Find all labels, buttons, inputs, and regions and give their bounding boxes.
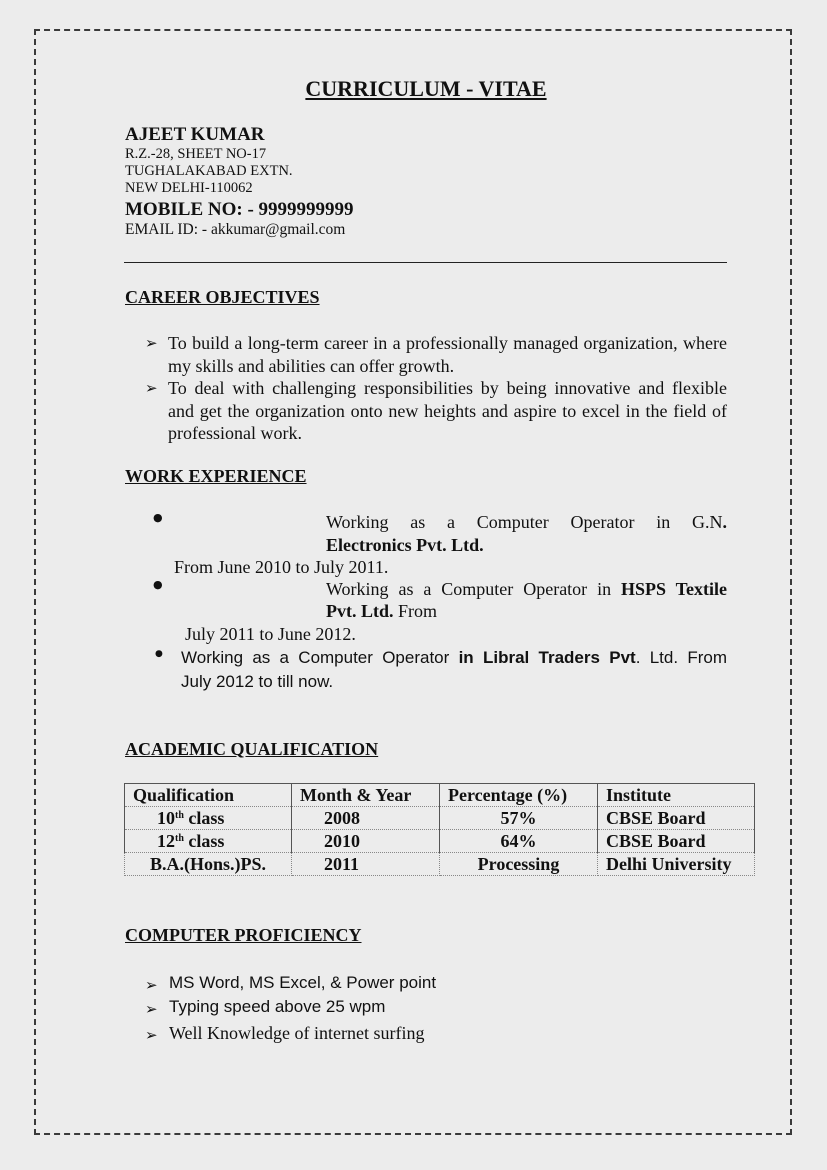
- work-item-3-line1: Working as a Computer Operator in Libral Traders Pvt. Ltd. From: [181, 648, 728, 667]
- qualification-cell: B.A.(Hons.)PS.: [125, 853, 292, 876]
- header-divider: [124, 262, 727, 263]
- qualification-cell: 12th class: [125, 830, 292, 853]
- year-cell: 2010: [292, 830, 440, 853]
- percentage-cell: 57%: [440, 807, 598, 830]
- bullet-dot-icon: ●: [155, 649, 163, 659]
- work-item-2-line1: Working as a Computer Operator in HSPS Textile: [326, 579, 727, 599]
- proficiency-item: Typing speed above 25 wpm: [169, 997, 386, 1016]
- column-header: Institute: [598, 784, 755, 807]
- institute-cell: Delhi University: [598, 853, 755, 876]
- arrow-bullet-icon: ➢: [145, 976, 158, 994]
- column-header: Qualification: [125, 784, 292, 807]
- work-item-1-company: Electronics Pvt. Ltd.: [326, 535, 484, 555]
- mobile-number: MOBILE NO: - 9999999999: [125, 199, 354, 220]
- academic-qualification-heading: ACADEMIC QUALIFICATION: [125, 739, 379, 759]
- institute-cell: CBSE Board: [598, 830, 755, 853]
- bullet-dot-icon: ●: [153, 578, 163, 591]
- arrow-bullet-icon: ➢: [145, 379, 158, 397]
- arrow-bullet-icon: ➢: [145, 1026, 158, 1044]
- table-row: [125, 853, 755, 876]
- work-item-3-period: July 2012 to till now.: [181, 672, 334, 691]
- year-cell: 2011: [292, 853, 440, 876]
- column-header: Month & Year: [292, 784, 440, 807]
- career-objectives-heading: CAREER OBJECTIVES: [125, 287, 320, 307]
- objective-item: To build a long-term career in a professionally managed organization, where my skills and abilities can offer growth.: [168, 333, 727, 376]
- arrow-bullet-icon: ➢: [145, 334, 158, 352]
- table-row: [125, 830, 755, 853]
- table-header-row: [125, 784, 755, 807]
- bullet-dot-icon: ●: [153, 511, 163, 524]
- address-line-2: TUGHALAKABAD EXTN.: [125, 163, 293, 179]
- email-address: EMAIL ID: - akkumar@gmail.com: [125, 221, 346, 238]
- percentage-cell: Processing: [440, 853, 598, 876]
- work-item-2-line2: Pvt. Ltd. From: [326, 601, 438, 621]
- column-header: Percentage (%): [440, 784, 598, 807]
- address-line-3: NEW DELHI-110062: [125, 180, 253, 196]
- work-item-1-line1: Working as a Computer Operator in G.N.: [326, 512, 727, 532]
- arrow-bullet-icon: ➢: [145, 1000, 158, 1018]
- institute-cell: CBSE Board: [598, 807, 755, 830]
- objective-item: To deal with challenging responsibilities by being innovative and flexible and get the organization onto new heights and aspire to excel in the field of professional work.: [168, 378, 727, 443]
- document-title: CURRICULUM - VITAE: [305, 76, 547, 101]
- candidate-name: AJEET KUMAR: [125, 124, 265, 145]
- proficiency-item: MS Word, MS Excel, & Power point: [169, 973, 437, 992]
- percentage-cell: 64%: [440, 830, 598, 853]
- year-cell: 2008: [292, 807, 440, 830]
- qualification-cell: 10th class: [125, 807, 292, 830]
- work-experience-heading: WORK EXPERIENCE: [125, 466, 307, 486]
- address-line-1: R.Z.-28, SHEET NO-17: [125, 146, 267, 162]
- work-item-1-period: From June 2010 to July 2011.: [174, 557, 389, 577]
- table-row: [125, 807, 755, 830]
- work-item-2-period: July 2011 to June 2012.: [185, 624, 356, 644]
- qualification-table: [124, 783, 755, 876]
- proficiency-item: Well Knowledge of internet surfing: [169, 1023, 425, 1043]
- computer-proficiency-heading: COMPUTER PROFICIENCY: [125, 925, 362, 945]
